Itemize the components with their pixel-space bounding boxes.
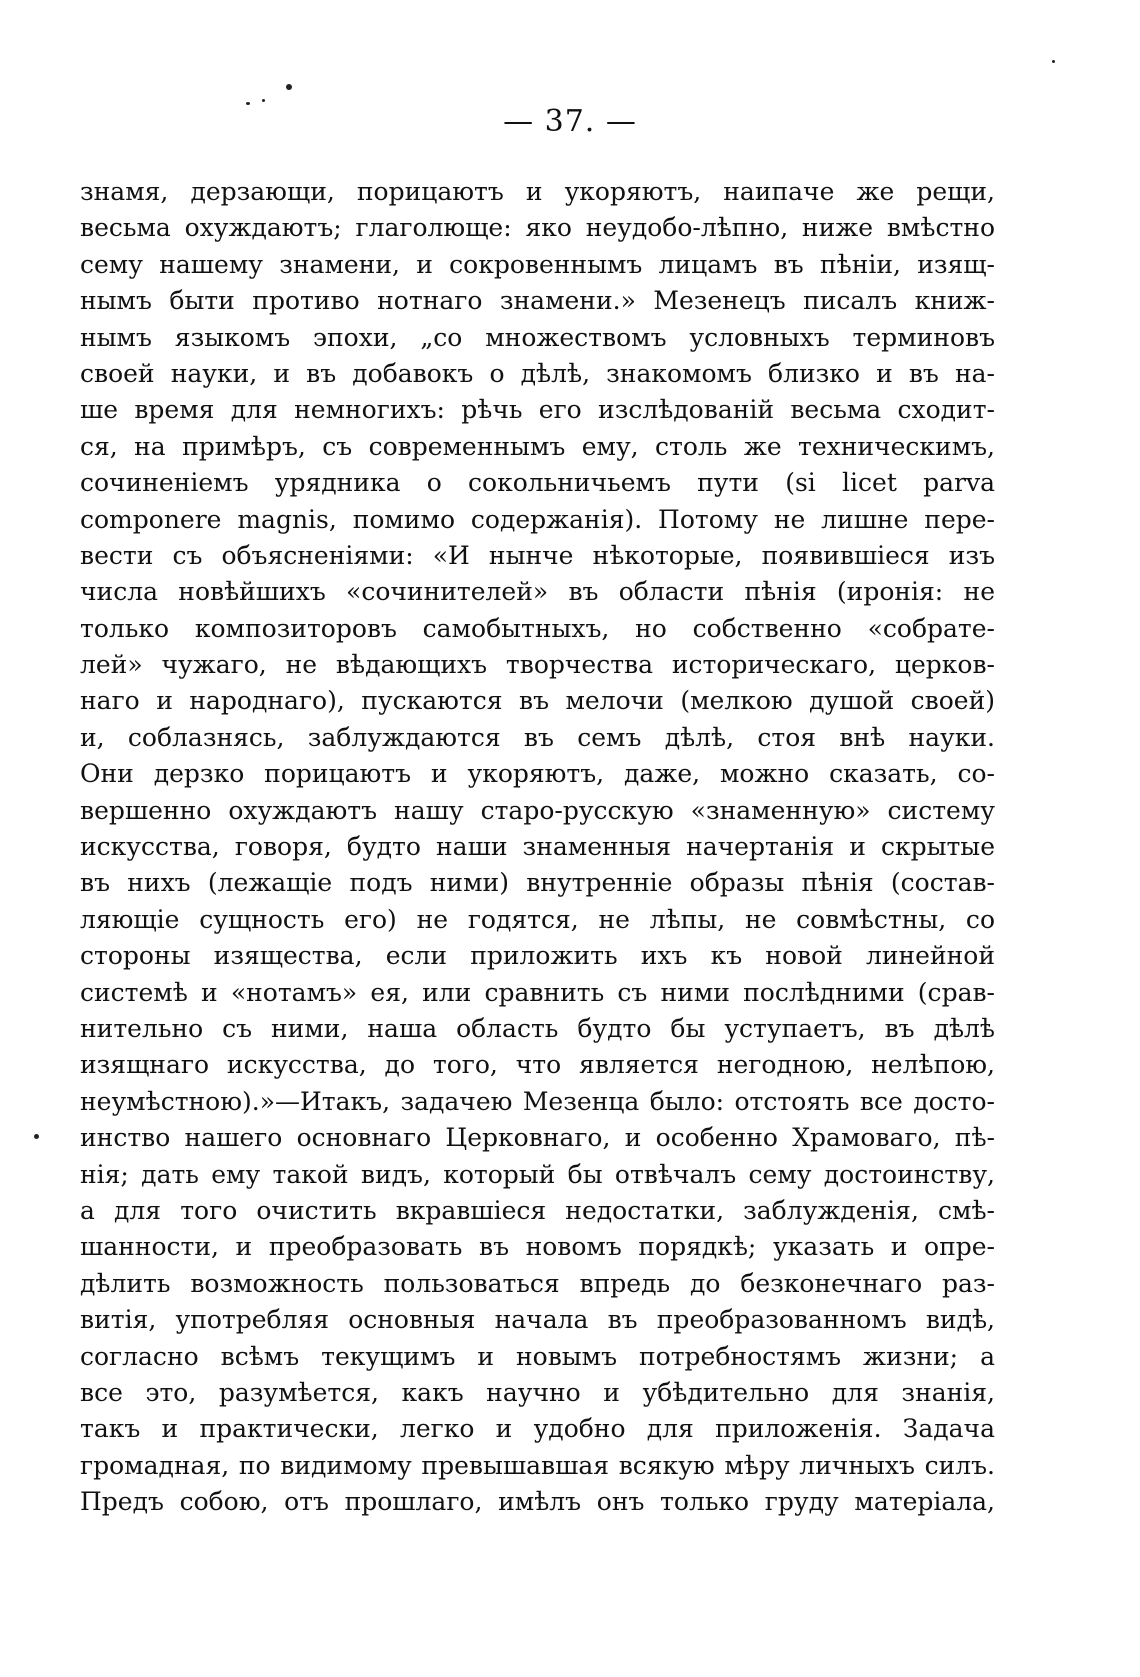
- text-line: все это, разумѣется, какъ научно и убѣдительно для знанія,: [80, 1377, 995, 1407]
- body-text: [80, 174, 995, 1520]
- page-number: — 37. —: [503, 104, 637, 139]
- text-line: Они дерзко порицаютъ и укоряютъ, даже, можно сказать, со-: [80, 759, 995, 789]
- ink-speck: [1052, 60, 1055, 63]
- text-line: ше время для немногихъ: рѣчь его изслѣдованій весьма сходит-: [80, 395, 995, 425]
- text-line: такъ и практически, легко и удобно для приложенія. Задача: [80, 1414, 995, 1444]
- text-line: ляющіе сущность его) не годятся, не лѣпы, не совмѣстны, со: [80, 904, 995, 934]
- text-line: нымъ языкомъ эпохи, „со множествомъ условныхъ терминовъ: [80, 322, 995, 352]
- ink-speck: [262, 99, 265, 102]
- text-line: въ нихъ (лежащіе подъ ними) внутренніе образы пѣнія (состав-: [80, 868, 995, 898]
- text-line: сему нашему знамени, и сокровеннымъ лицамъ въ пѣніи, изящ-: [80, 249, 995, 279]
- text-line: весьма охуждаютъ; глаголюще: яко неудобо-лѣпно, ниже вмѣстно: [80, 213, 995, 243]
- text-line: наго и народнаго), пускаются въ мелочи (мелкою душой своей): [80, 686, 995, 716]
- text-line: нымъ быти противо нотнаго знамени.» Мезенецъ писалъ книж-: [80, 286, 995, 316]
- text-line: изящнаго искусства, до того, что является негодною, нелѣпою,: [80, 1050, 995, 1080]
- text-line: инство нашего основнаго Церковнаго, и особенно Храмоваго, пѣ-: [80, 1123, 995, 1153]
- text-line: вести съ объясненіями: «И нынче нѣкоторые, появившіеся изъ: [80, 540, 995, 570]
- text-line: стороны изящества, если приложить ихъ къ новой линейной: [80, 941, 995, 971]
- text-line: дѣлить возможность пользоваться впредь до безконечнаго раз-: [80, 1268, 995, 1298]
- text-line: системѣ и «нотамъ» ея, или сравнить съ ними послѣдними (срав-: [80, 977, 995, 1007]
- text-line: искусства, говоря, будто наши знаменныя начертанія и скрытые: [80, 832, 995, 862]
- text-line: ся, на примѣръ, съ современнымъ ему, столь же техническимъ,: [80, 431, 995, 461]
- text-line: витія, употребляя основныя начала въ преобразованномъ видѣ,: [80, 1305, 995, 1335]
- text-line: а для того очистить вкравшіеся недостатки, заблужденія, смѣ-: [80, 1195, 995, 1225]
- text-line: вершенно охуждаютъ нашу старо-русскую «знаменную» систему: [80, 795, 995, 825]
- text-line: сочиненіемъ урядника о сокольничьемъ пути (si licet parva: [80, 468, 995, 498]
- text-line: Предъ собою, отъ прошлаго, имѣлъ онъ только груду матеріала,: [80, 1487, 995, 1517]
- text-line: числа новѣйшихъ «сочинителей» въ области пѣнія (иронія: не: [80, 577, 995, 607]
- text-line: только композиторовъ самобытныхъ, но собственно «собрате-: [80, 613, 995, 643]
- text-line: нительно съ ними, наша область будто бы уступаетъ, въ дѣлѣ: [80, 1013, 995, 1043]
- ink-speck: [286, 84, 292, 90]
- text-line: согласно всѣмъ текущимъ и новымъ потребностямъ жизни; а: [80, 1341, 995, 1371]
- text-line: шанности, и преобразовать въ новомъ порядкѣ; указать и опре-: [80, 1232, 995, 1262]
- text-line: нія; дать ему такой видъ, который бы отвѣчалъ сему достоинству,: [80, 1159, 995, 1189]
- text-line: лей» чужаго, не вѣдающихъ творчества историческаго, церков-: [80, 650, 995, 680]
- text-line: своей науки, и въ добавокъ о дѣлѣ, знакомомъ близко и въ на-: [80, 358, 995, 388]
- text-line: и, соблазнясь, заблуждаются въ семъ дѣлѣ, стоя внѣ науки.: [80, 722, 995, 752]
- ink-speck: [34, 1134, 39, 1139]
- text-line: componere magnis, помимо содержанія). Потому не лишне пере-: [80, 504, 995, 534]
- text-line: неумѣстною).»—Итакъ, задачею Мезенца было: отстоять все досто-: [80, 1086, 995, 1116]
- text-line: громадная, по видимому превышавшая всякую мѣру личныхъ силъ.: [80, 1450, 995, 1480]
- text-line: знамя, дерзающи, порицаютъ и укоряютъ, наипаче же рещи,: [80, 177, 995, 206]
